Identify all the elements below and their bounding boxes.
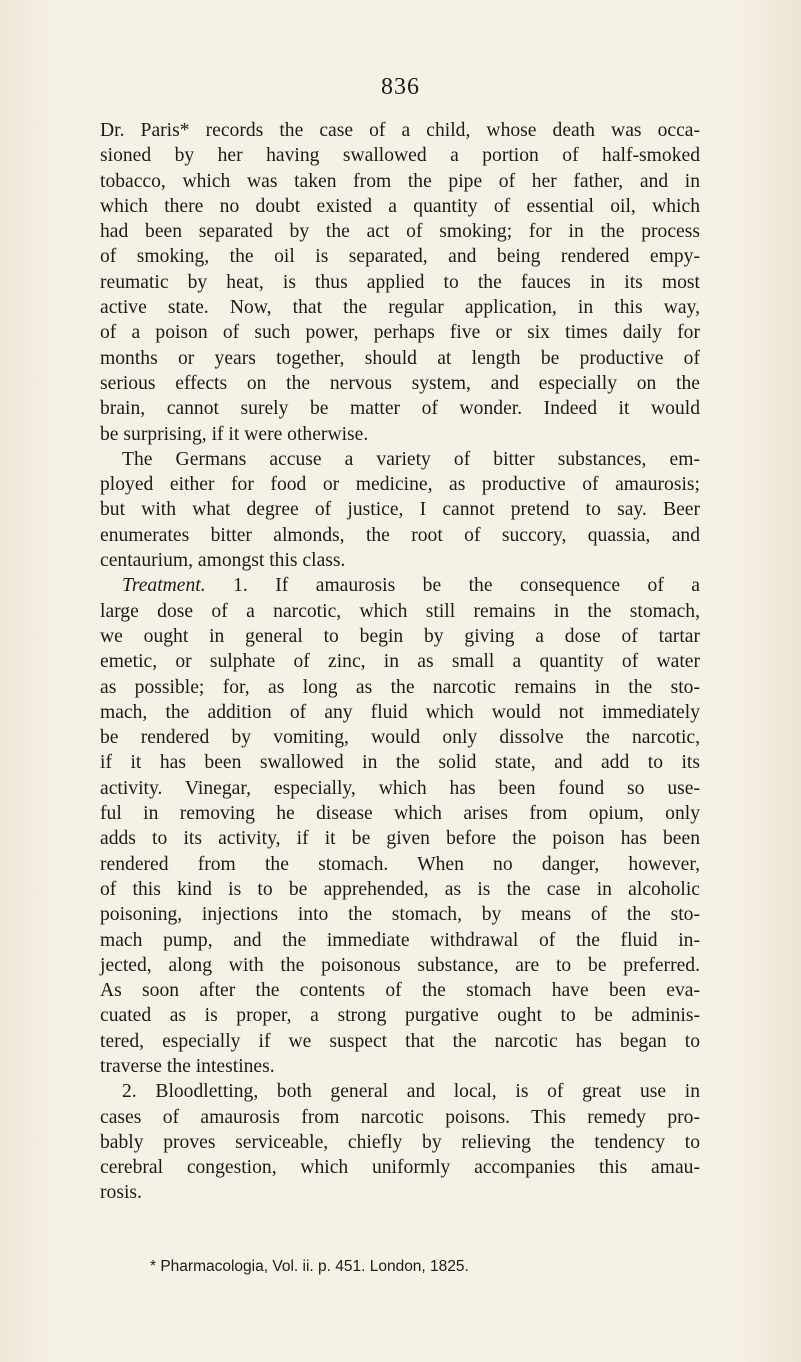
text-line: centaurium, amongst this class. [100, 550, 346, 572]
text-line: sioned by her having swallowed a portion of half-smoked [100, 145, 700, 167]
text-line: cases of amaurosis from narcotic poisons. This remedy pro- [100, 1106, 700, 1128]
text-line: which there no doubt existed a quantity of essential oil, which [100, 195, 700, 217]
text-line: rosis. [100, 1182, 142, 1204]
text-line: months or years together, should at length be productive of [100, 347, 700, 369]
text-line: large dose of a narcotic, which still remains in the stomach, [100, 600, 700, 622]
text-line: be surprising, if it were otherwise. [100, 423, 369, 445]
text-line: if it has been swallowed in the solid state, and add to its [100, 752, 700, 774]
text-line: ployed either for food or medicine, as productive of amaurosis; [100, 474, 700, 496]
text-line: enumerates bitter almonds, the root of succory, quassia, and [100, 524, 700, 546]
text-line: cuated as is proper, a strong purgative ought to be adminis- [100, 1005, 700, 1027]
text-line [100, 573, 700, 598]
text-line: had been separated by the act of smoking; for in the process [100, 221, 700, 243]
text-line: brain, cannot surely be matter of wonder. Indeed it would [100, 398, 700, 420]
treatment-heading: Treatment. [122, 575, 206, 597]
text-line: tobacco, which was taken from the pipe of her father, and in [100, 170, 700, 192]
text-line: ful in removing he disease which arises from opium, only [100, 803, 700, 825]
body-text [100, 118, 700, 1206]
text-line: reumatic by heat, is thus applied to the fauces in its most [100, 271, 700, 293]
text-line: as possible; for, as long as the narcotic remains in the sto- [100, 676, 700, 698]
text-line: Dr. Paris* records the case of a child, whose death was occa- [100, 120, 700, 141]
text-line: rendered from the stomach. When no danger, however, [100, 853, 700, 875]
text-line: of this kind is to be apprehended, as is the case in alcoholic [100, 878, 700, 900]
text-line: bably proves serviceable, chiefly by relieving the tendency to [100, 1131, 700, 1153]
text-line: As soon after the contents of the stomach have been eva- [100, 980, 700, 1002]
text-line-rest: 1. If amaurosis be the consequence of a [205, 575, 700, 597]
text-line: poisoning, injections into the stomach, by means of the sto- [100, 904, 700, 926]
text-line: 2. Bloodletting, both general and local, is of great use in [122, 1081, 700, 1103]
text-line: active state. Now, that the regular application, in this way, [100, 297, 700, 319]
text-line: mach pump, and the immediate withdrawal of the fluid in- [100, 929, 700, 951]
text-line: emetic, or sulphate of zinc, in as small a quantity of water [100, 651, 700, 673]
text-line: serious effects on the nervous system, and especially on the [100, 372, 700, 394]
text-line: adds to its activity, if it be given before the poison has been [100, 828, 700, 850]
text-line: we ought in general to begin by giving a dose of tartar [100, 625, 700, 647]
text-line: cerebral congestion, which uniformly accompanies this amau- [100, 1157, 700, 1179]
page-number: 836 [381, 74, 420, 100]
text-line: of a poison of such power, perhaps five or six times daily for [100, 322, 700, 344]
footnote: * Pharmacologia, Vol. ii. p. 451. London, 1825. [150, 1258, 469, 1275]
text-line: mach, the addition of any fluid which would not immediately [100, 701, 700, 723]
text-line: jected, along with the poisonous substance, are to be preferred. [100, 954, 700, 976]
text-line: but with what degree of justice, I cannot pretend to say. Beer [100, 499, 700, 521]
text-line: be rendered by vomiting, would only dissolve the narcotic, [100, 727, 700, 749]
text-line: traverse the intestines. [100, 1055, 275, 1077]
text-line: activity. Vinegar, especially, which has been found so use- [100, 777, 700, 799]
text-line: of smoking, the oil is separated, and being rendered empy- [100, 246, 700, 268]
text-line: tered, especially if we suspect that the narcotic has began to [100, 1030, 700, 1052]
text-line: The Germans accuse a variety of bitter substances, em- [122, 448, 700, 470]
